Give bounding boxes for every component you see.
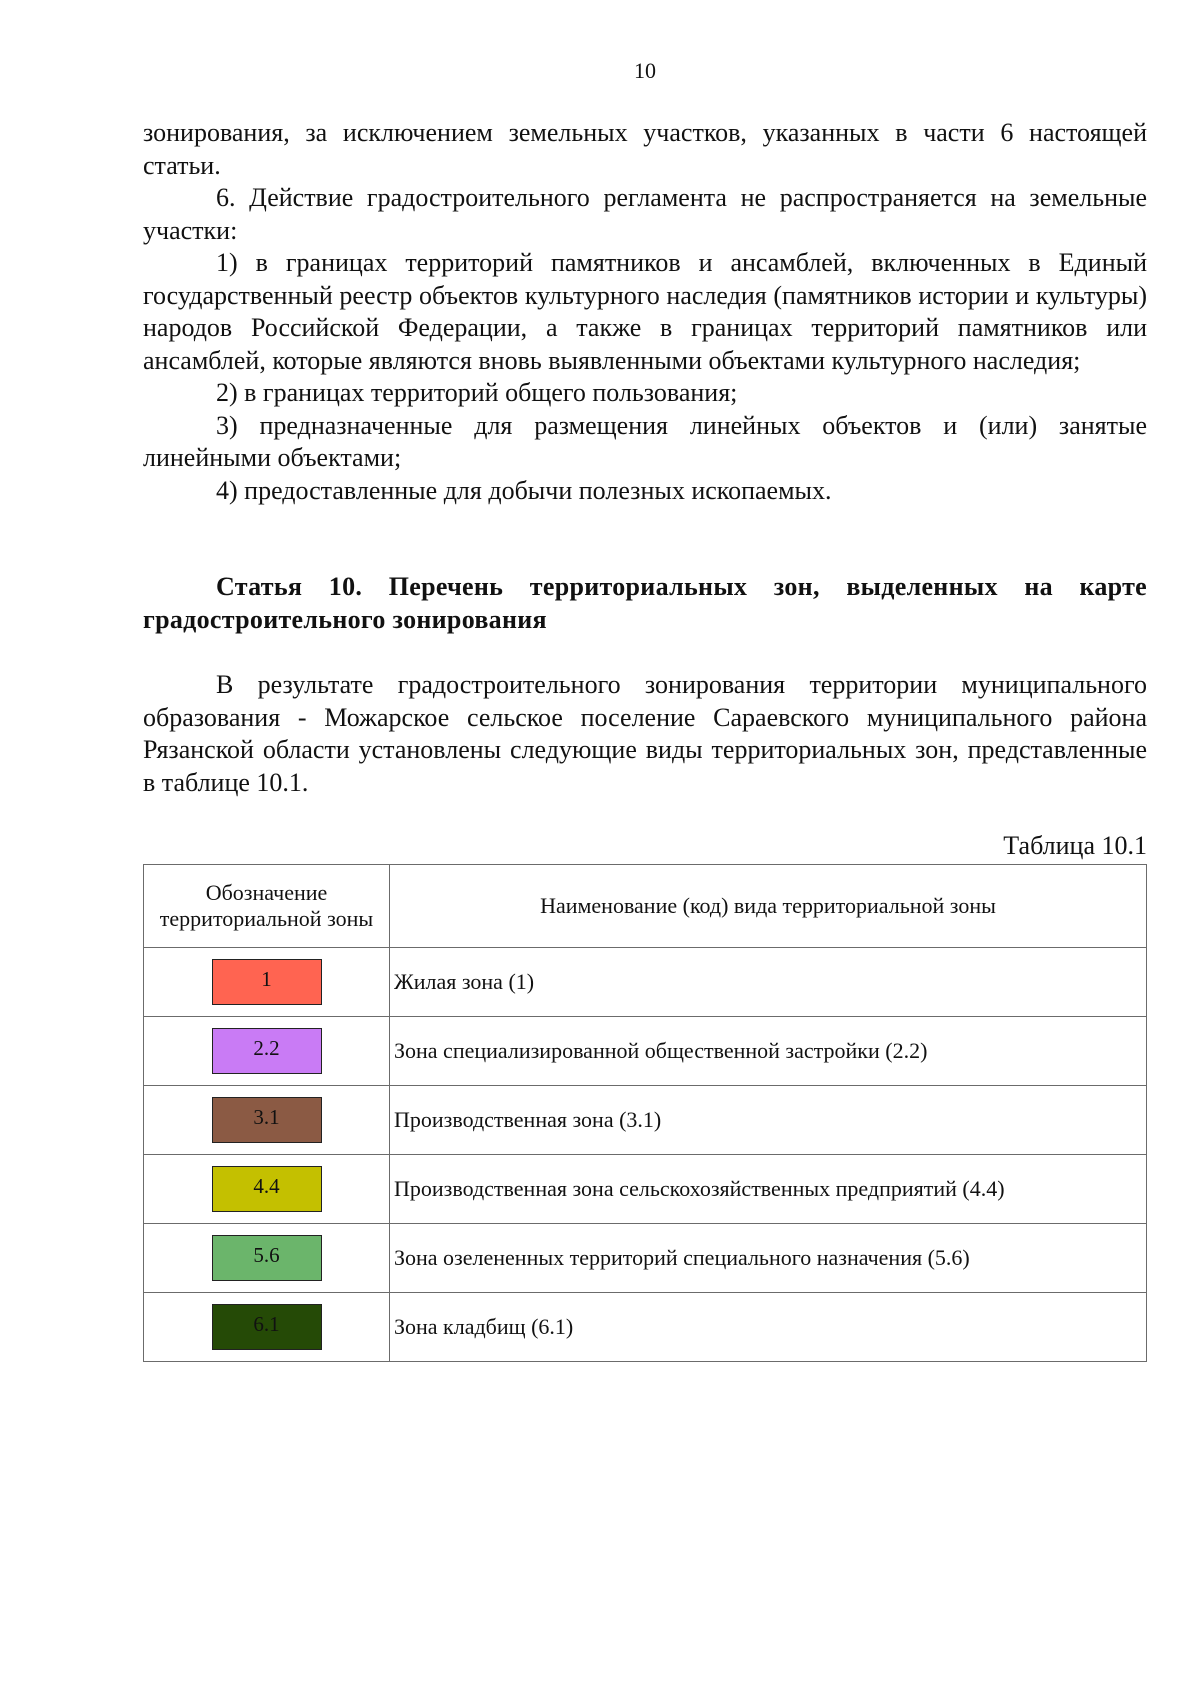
article-heading-block [143,571,1147,636]
table-row [144,1017,1147,1086]
zone-color-swatch: 4.4 [212,1166,322,1212]
table-caption: Таблица 10.1 [1003,831,1147,860]
intro-block [143,669,1147,799]
intro-paragraph: В результате градостроительного зонирования территории муниципального образования - Можарское сельское поселение Сараевского муниципального района Рязанской области установлены следующие виды территориальных зон, представленные в таблице 10.1. [143,670,1147,797]
paragraph: 4) предоставленные для добычи полезных ископаемых. [216,475,832,505]
zones-table [143,864,1147,1362]
paragraph: 1) в границах территорий памятников и ансамблей, включенных в Единый государственный реестр объектов культурного наследия (памятников истории и культуры) народов Российской Федерации, а также в границах территорий памятников или ансамблей, которые являются вновь выявленными объектами культурного наследия; [143,248,1147,375]
zone-designation-cell [144,1155,390,1224]
table-row [144,1224,1147,1293]
paragraph: 2) в границах территорий общего пользования; [216,378,738,407]
page-number: 10 [634,58,656,83]
zone-designation-cell [144,948,390,1017]
article-heading: Статья 10. Перечень территориальных зон, выделенных на карте градостроительного зонирования [143,572,1147,634]
zone-designation-cell [144,1224,390,1293]
zone-color-swatch: 5.6 [212,1235,322,1281]
table-row [144,948,1147,1017]
paragraph: зонирования, за исключением земельных участков, указанных в части 6 настоящей статьи. [143,118,1147,180]
zone-name-cell: Производственная зона сельскохозяйственных предприятий (4.4) [390,1155,1147,1224]
paragraph: 3) предназначенные для размещения линейных объектов и (или) занятые линейными объектами; [143,410,1147,472]
zone-color-swatch: 6.1 [212,1304,322,1350]
zone-designation-cell [144,1017,390,1086]
zone-color-swatch: 3.1 [212,1097,322,1143]
zone-name-cell: Зона кладбищ (6.1) [390,1293,1147,1362]
table-header-row [144,865,1147,948]
zone-name-cell: Зона специализированной общественной застройки (2.2) [390,1017,1147,1086]
table-row [144,1293,1147,1362]
header-designation: Обозначение территориальной зоны [144,865,390,948]
paragraph: 6. Действие градостроительного регламента не распространяется на земельные участки: [143,183,1147,245]
zone-name-cell: Жилая зона (1) [390,948,1147,1017]
zone-name-cell: Зона озелененных территорий специального назначения (5.6) [390,1224,1147,1293]
table-row [144,1086,1147,1155]
zone-designation-cell [144,1293,390,1362]
header-name: Наименование (код) вида территориальной зоны [390,865,1147,948]
zone-name-cell: Производственная зона (3.1) [390,1086,1147,1155]
body-text [143,117,1147,507]
table-row [144,1155,1147,1224]
zone-color-swatch: 2.2 [212,1028,322,1074]
zone-designation-cell [144,1086,390,1155]
zone-color-swatch: 1 [212,959,322,1005]
